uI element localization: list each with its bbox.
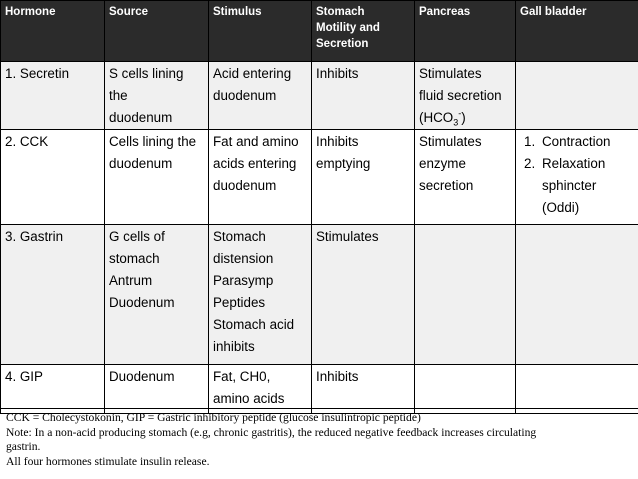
cell-line: Acid entering	[213, 66, 292, 81]
header-stimulus: Stimulus	[209, 1, 312, 62]
list-number: 2.	[524, 156, 536, 171]
cell-line: Inhibits	[316, 66, 359, 81]
header-stomach	[312, 1, 415, 62]
list-number: 1.	[524, 134, 536, 149]
footnotes	[0, 408, 638, 479]
cell-line: the	[109, 88, 128, 103]
footnote-note: Note: In a non-acid producing stomach (e.g, chronic gastritis), the reduced negative feedback increases circulating	[6, 425, 537, 439]
cell-source	[105, 130, 209, 225]
cell-source	[105, 365, 209, 414]
list-text-continued: (Oddi)	[542, 200, 580, 215]
header-row	[1, 1, 638, 62]
cell-line: Stimulates	[419, 66, 482, 81]
cell-line: Inhibits	[316, 134, 359, 149]
cell-stimulus	[209, 365, 312, 414]
cell-stomach	[312, 130, 415, 225]
cell-line: Fat, CH0,	[213, 369, 271, 384]
formula-prefix: (HCO	[419, 110, 454, 125]
cell-gallbladder	[516, 130, 638, 225]
cell-line: acids entering	[213, 156, 297, 171]
cell-pancreas	[415, 225, 516, 365]
table-row-gastrin	[1, 225, 638, 365]
cell-gallbladder	[516, 365, 638, 414]
cell-stimulus	[209, 225, 312, 365]
cell-pancreas	[415, 365, 516, 414]
cell-stomach	[312, 365, 415, 414]
cell-stomach	[312, 62, 415, 130]
table-row-gip	[1, 365, 638, 414]
cell-pancreas	[415, 62, 516, 130]
cell-hormone: 1. Secretin	[1, 62, 105, 130]
table-row-secretin	[1, 62, 638, 130]
formula-superscript: -	[458, 108, 462, 119]
cell-line: Stomach acid	[213, 317, 295, 332]
header-pancreas: Pancreas	[415, 1, 516, 62]
header-stomach-line: Stomach	[316, 6, 365, 18]
cell-line: Fat and amino	[213, 134, 299, 149]
cell-line: Stimulates	[316, 229, 379, 244]
cell-line: Duodenum	[109, 295, 175, 310]
header-stomach-line: Motility and	[316, 22, 380, 34]
cell-line: fluid secretion	[419, 88, 502, 103]
cell-hormone: 4. GIP	[1, 365, 105, 414]
header-hormone: Hormone	[1, 1, 105, 62]
cell-stomach	[312, 225, 415, 365]
cell-line: enzyme	[419, 156, 466, 171]
cell-line: Parasymp	[213, 273, 274, 288]
gallbladder-list-item	[520, 131, 634, 153]
cell-line: stomach	[109, 251, 160, 266]
formula-subscript: 3	[453, 117, 459, 128]
footnote-note-continued: gastrin.	[6, 440, 41, 453]
cell-line: Peptides	[213, 295, 266, 310]
cell-line: inhibits	[213, 339, 255, 354]
footnote-abbreviations: CCK = Cholecystokonin, GIP = Gastric inhibitory peptide (glucose insulintropic peptide)	[6, 411, 421, 424]
cell-line: duodenum	[109, 110, 173, 125]
header-source: Source	[105, 1, 209, 62]
list-text-continued: sphincter	[542, 178, 597, 193]
bicarbonate-formula	[419, 107, 511, 129]
cell-stimulus	[209, 62, 312, 130]
cell-line: duodenum	[109, 156, 173, 171]
header-gallbladder: Gall bladder	[516, 1, 638, 62]
cell-gallbladder	[516, 225, 638, 365]
cell-stimulus	[209, 130, 312, 225]
header-stomach-line: Secretion	[316, 38, 369, 50]
cell-line: S cells lining	[109, 66, 184, 81]
cell-hormone: 3. Gastrin	[1, 225, 105, 365]
table-row-cck	[1, 130, 638, 225]
cell-source	[105, 62, 209, 130]
cell-line: distension	[213, 251, 274, 266]
cell-line: Inhibits	[316, 369, 359, 384]
cell-line: secretion	[419, 178, 474, 193]
cell-line: Stomach	[213, 229, 266, 244]
cell-line: Stimulates	[419, 134, 482, 149]
cell-line: duodenum	[213, 88, 277, 103]
footnote-insulin: All four hormones stimulate insulin release.	[6, 454, 210, 468]
cell-line: emptying	[316, 156, 371, 171]
cell-line: Antrum	[109, 273, 153, 288]
cell-line: duodenum	[213, 178, 277, 193]
list-text: Relaxation	[542, 156, 606, 171]
cell-line: Cells lining the	[109, 134, 197, 149]
cell-line: G cells of	[109, 229, 165, 244]
cell-pancreas	[415, 130, 516, 225]
list-text: Contraction	[542, 134, 611, 149]
cell-line: amino acids	[213, 391, 285, 406]
cell-line: Duodenum	[109, 369, 175, 384]
formula-suffix: )	[461, 110, 466, 125]
cell-source	[105, 225, 209, 365]
cell-gallbladder	[516, 62, 638, 130]
cell-hormone: 2. CCK	[1, 130, 105, 225]
gallbladder-list-item	[520, 153, 634, 175]
